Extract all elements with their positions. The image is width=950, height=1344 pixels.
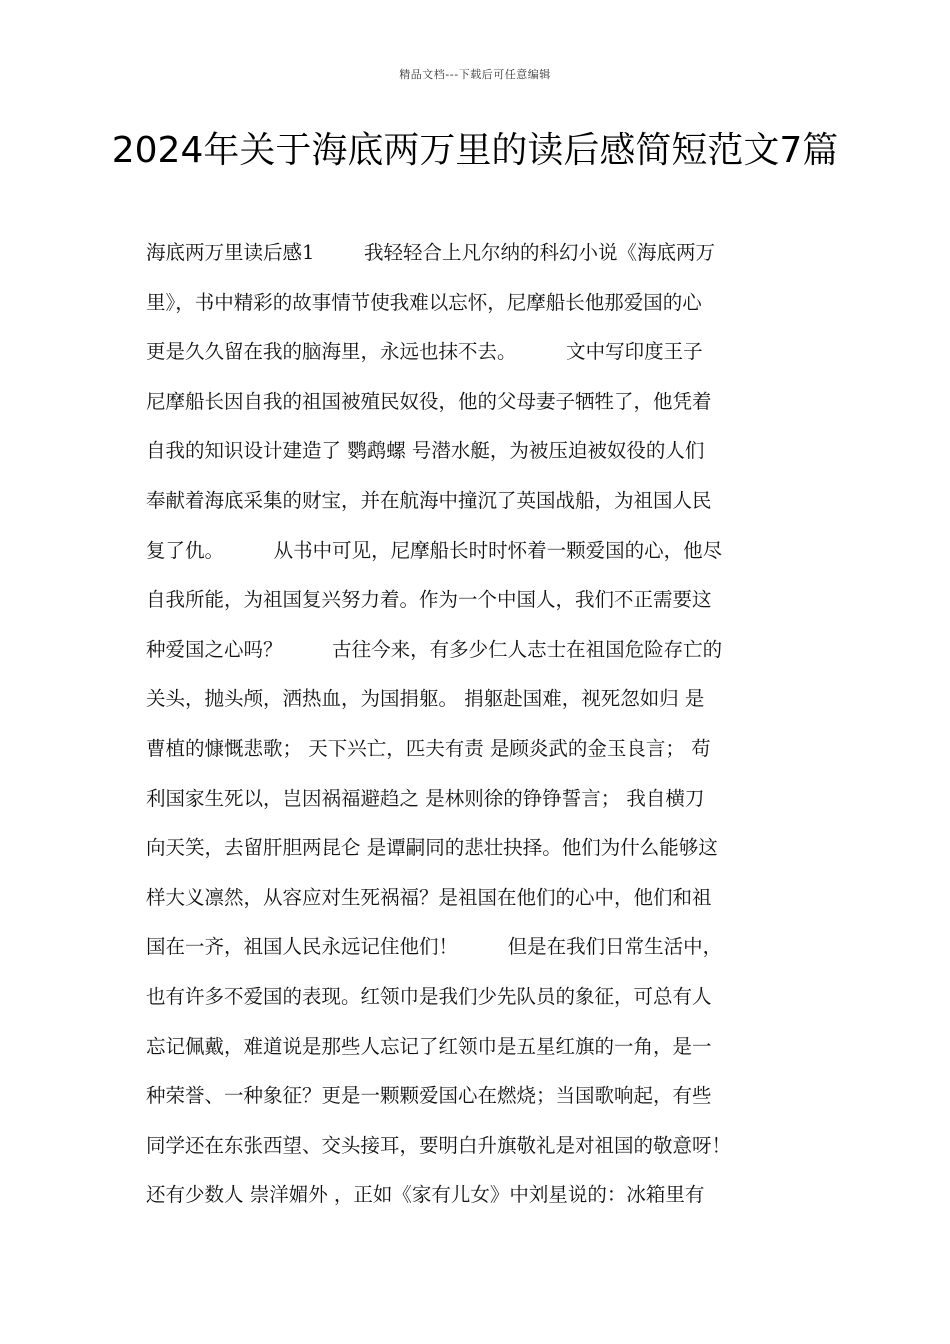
header-note: 精品文档---下载后可任意编辑 xyxy=(399,68,551,81)
body-text-line: 样大义凛然，从容应对生死祸福？是祖国在他们的心中，他们和祖 xyxy=(146,885,712,909)
body-text-line: 忘记佩戴，难道说是那些人忘记了红领巾是五星红旗的一角，是一 xyxy=(146,1034,712,1058)
body-text-line: 里》，书中精彩的故事情节使我难以忘怀，尼摩船长他那爱国的心 xyxy=(146,290,702,314)
body-text-line: 奉献着海底采集的财宝，并在航海中撞沉了英国战船，为祖国人民 xyxy=(146,488,712,512)
body-text-line: 海底两万里读后感1 我轻轻合上凡尔纳的科幻小说《海底两万 xyxy=(146,241,715,264)
body-text-line: 更是久久留在我的脑海里，永远也抹不去。 文中写印度王子 xyxy=(146,340,703,364)
body-text-line: 向天笑，去留肝胆两昆仑 是谭嗣同的悲壮抉择。他们为什么能够这 xyxy=(146,836,718,860)
body-text-line: 自我所能，为祖国复兴努力着。作为一个中国人，我们不正需要这 xyxy=(146,588,712,612)
body-text-line: 也有许多不爱国的表现。红领巾是我们少先队员的象征，可总有人 xyxy=(146,984,712,1008)
document-body xyxy=(146,228,816,1220)
body-text-line: 复了仇。 从书中可见，尼摩船长时时怀着一颗爱国的心，他尽 xyxy=(146,538,723,562)
body-text-line: 曹植的慷慨悲歌； 天下兴亡，匹夫有责 是顾炎武的金玉良言； 苟 xyxy=(146,736,711,760)
body-text-line: 还有少数人 崇洋媚外 ，正如《家有儿女》中刘星说的：冰箱里有 xyxy=(146,1183,705,1207)
body-text-line: 利国家生死以，岂因祸福避趋之 是林则徐的铮铮誓言； 我自横刀 xyxy=(146,786,705,810)
body-text-line: 国在一齐，祖国人民永远记住他们！ 但是在我们日常生活中， xyxy=(146,935,723,959)
body-text-line: 自我的知识设计建造了 鹦鹉螺 号潜水艇，为被压迫被奴役的人们 xyxy=(146,439,705,463)
body-text-line: 关头，抛头颅，洒热血，为国捐躯。 捐躯赴国难，视死忽如归 是 xyxy=(146,687,705,711)
body-text-line: 同学还在东张西望、交头接耳，要明白升旗敬礼是对祖国的敬意呀！ xyxy=(146,1133,732,1157)
body-text-line: 尼摩船长因自我的祖国被殖民奴役，他的父母妻子牺牲了，他凭着 xyxy=(146,389,712,413)
body-text-line: 种荣誉、一种象征？更是一颗颗爱国心在燃烧；当国歌响起，有些 xyxy=(146,1084,712,1108)
document-title: 2024年关于海底两万里的读后感简短范文7篇 xyxy=(111,130,839,171)
body-text-line: 种爱国之心吗？ 古往今来，有多少仁人志士在祖国危险存亡的 xyxy=(146,637,723,661)
